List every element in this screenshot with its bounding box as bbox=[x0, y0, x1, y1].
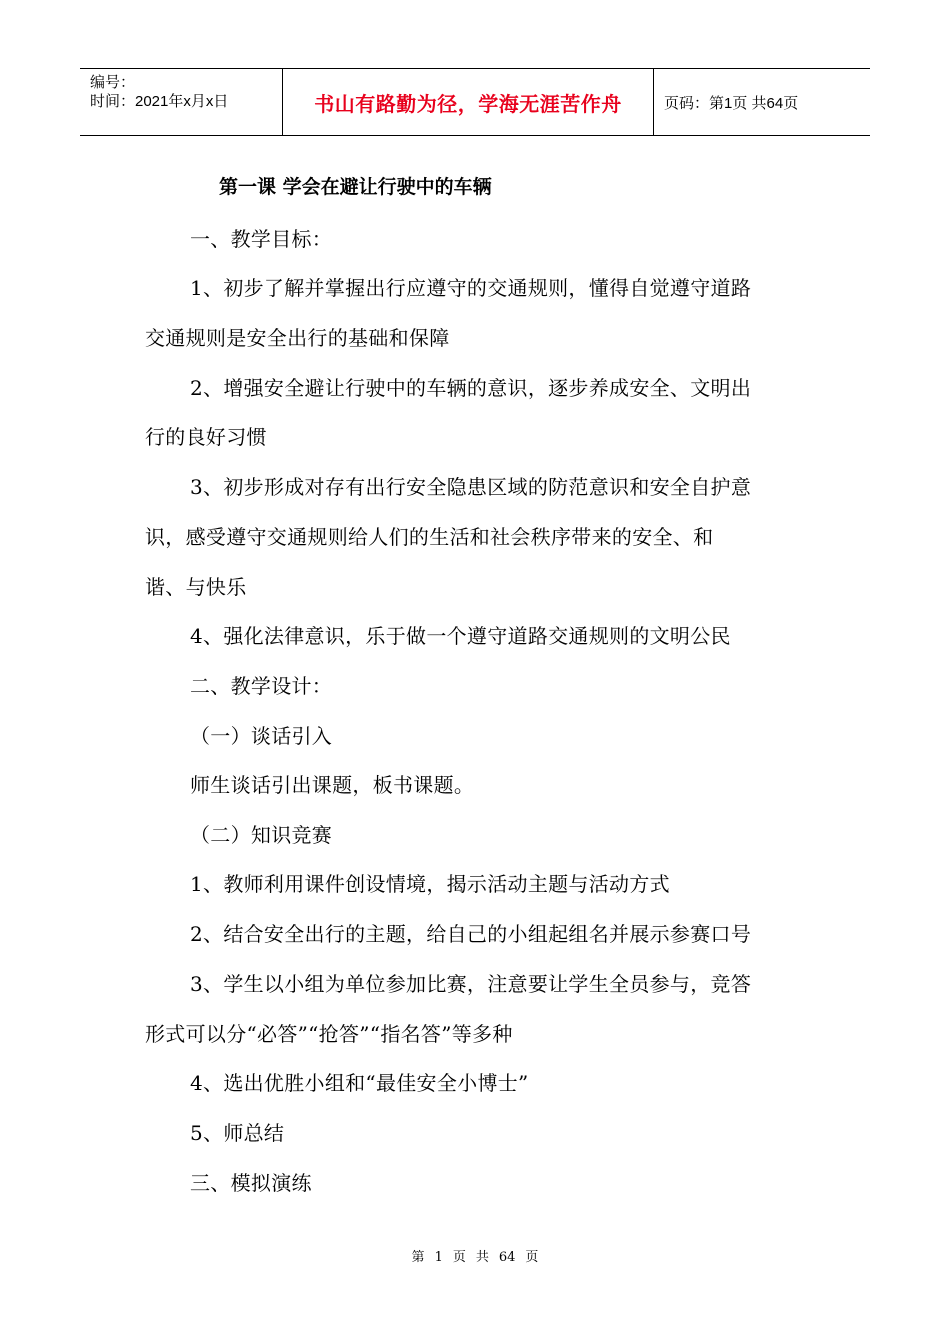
footer-word: 页 bbox=[525, 1250, 539, 1265]
serial-label: 编号： bbox=[90, 74, 136, 91]
footer-page-number: 1 bbox=[434, 1250, 443, 1265]
paragraph-line: 3、学生以小组为单位参加比赛，注意要让学生全员参与，竞答 bbox=[190, 972, 752, 996]
header-table bbox=[80, 68, 870, 136]
header-motto-cell bbox=[283, 69, 654, 135]
page-info: 页码：第1页 共64页 bbox=[664, 94, 799, 112]
subsection-heading: （一）谈话引入 bbox=[190, 724, 333, 748]
section-heading: 二、教学设计： bbox=[190, 674, 333, 698]
footer-word: 第 bbox=[411, 1250, 425, 1265]
paragraph-line: 识，感受遵守交通规则给人们的生活和社会秩序带来的安全、和 bbox=[145, 525, 714, 549]
header-meta-cell bbox=[80, 69, 283, 135]
lesson-title: 第一课 学会在避让行驶中的车辆 bbox=[219, 176, 492, 198]
section-heading: 一、教学目标： bbox=[190, 227, 333, 251]
paragraph-line: 5、师总结 bbox=[190, 1121, 285, 1145]
footer-total-pages: 64 bbox=[498, 1250, 516, 1265]
paragraph-line: 形式可以分“必答”“抢答”“指名答”等多种 bbox=[145, 1022, 513, 1046]
paragraph-line: 2、增强安全避让行驶中的车辆的意识，逐步养成安全、文明出 bbox=[190, 376, 752, 400]
page-footer bbox=[0, 1246, 950, 1265]
paragraph-line: 3、初步形成对存有出行安全隐患区域的防范意识和安全自护意 bbox=[190, 475, 752, 499]
paragraph-line: 1、教师利用课件创设情境，揭示活动主题与活动方式 bbox=[190, 872, 670, 896]
footer-word: 页 bbox=[452, 1250, 466, 1265]
motto-text: 书山有路勤为径，学海无涯苦作舟 bbox=[314, 91, 622, 116]
time-label: 时间：2021年x月x日 bbox=[90, 93, 229, 110]
footer-word: 共 bbox=[475, 1250, 489, 1265]
header-page-cell bbox=[654, 69, 870, 135]
paragraph-line: 交通规则是安全出行的基础和保障 bbox=[145, 326, 450, 350]
paragraph-line: 4、强化法律意识，乐于做一个遵守道路交通规则的文明公民 bbox=[190, 624, 731, 648]
paragraph-line: 师生谈话引出课题，板书课题。 bbox=[190, 773, 475, 797]
paragraph-line: 4、选出优胜小组和“最佳安全小博士” bbox=[190, 1071, 529, 1095]
paragraph-line: 行的良好习惯 bbox=[145, 425, 267, 449]
paragraph-line: 1、初步了解并掌握出行应遵守的交通规则，懂得自觉遵守道路 bbox=[190, 276, 752, 300]
paragraph-line: 2、结合安全出行的主题，给自己的小组起组名并展示参赛口号 bbox=[190, 922, 752, 946]
paragraph-line: 谐、与快乐 bbox=[145, 575, 247, 599]
subsection-heading: （二）知识竞赛 bbox=[190, 823, 333, 847]
section-heading: 三、模拟演练 bbox=[190, 1171, 312, 1195]
